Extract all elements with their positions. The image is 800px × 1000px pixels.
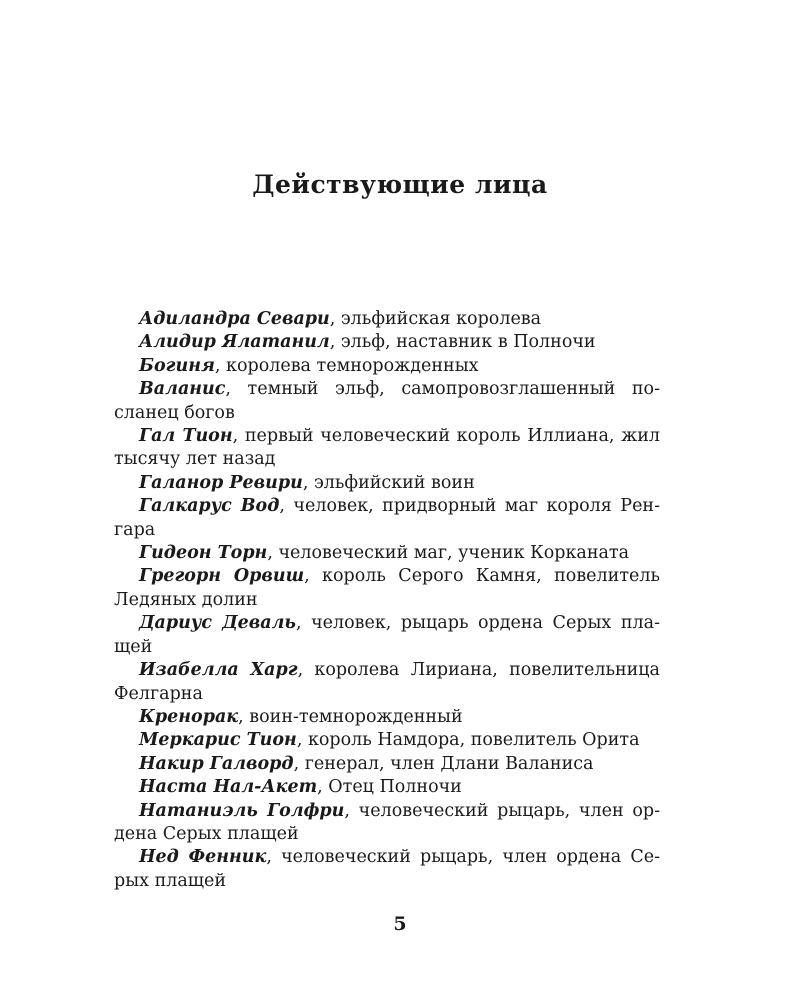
character-name: Наста Нал-Акет: [139, 777, 318, 798]
list-item: [114, 472, 660, 495]
list-item: [114, 565, 660, 612]
list-item: [114, 331, 660, 354]
list-item: [114, 846, 660, 893]
character-name: Валанис: [139, 379, 226, 400]
character-description: , эльф, наставник в Полночи: [329, 332, 596, 353]
character-name: Меркарис Тион: [139, 730, 297, 751]
character-description: , человек, рыцарь ордена Серых пла-щей: [114, 613, 660, 657]
character-name: Гидеон Торн: [139, 543, 268, 564]
list-item: [114, 729, 660, 752]
character-name: Грегорн Орвиш: [139, 566, 305, 587]
list-item: [114, 378, 660, 425]
character-name: Натаниэль Голфри: [139, 800, 345, 821]
character-description: , воин-темнорожденный: [238, 706, 463, 727]
character-name: Адиландра Севари: [139, 309, 330, 329]
character-description: , человеческий рыцарь, член ордена Се-рых плащей: [114, 847, 660, 891]
list-item: [114, 542, 660, 565]
character-description: , человеческий маг, ученик Корканата: [267, 543, 630, 564]
character-list: [114, 308, 660, 893]
character-name: Алидир Ялатанил: [139, 332, 330, 353]
page-title: Действующие лица: [252, 170, 548, 199]
list-item: [114, 753, 660, 776]
character-description: , человеческий рыцарь, член ор-дена Серых плащей: [114, 800, 660, 844]
character-description: , король Намдора, повелитель Орита: [296, 730, 640, 751]
character-description: , генерал, член Длани Валаниса: [293, 753, 594, 774]
character-description: , королева темнорожденных: [214, 355, 479, 376]
character-name: Изабелла Харг: [139, 660, 298, 681]
character-description: , эльфийская королева: [329, 309, 542, 329]
character-description: , темный эльф, самопровозглашенный по-сланец богов: [114, 379, 660, 423]
character-name: Гал Тион: [139, 426, 233, 447]
list-item: [114, 800, 660, 847]
list-item: [114, 355, 660, 378]
list-item: [114, 308, 660, 331]
list-item: [114, 425, 660, 472]
character-name: Галанор Ревири: [139, 472, 303, 493]
character-name: Дариус Деваль: [139, 613, 296, 634]
character-name: Нед Фенник: [139, 847, 267, 868]
character-name: Накир Галворд: [139, 753, 294, 774]
character-name: Богиня: [139, 355, 215, 376]
character-description: , королева Лириана, повелительница Фелгарна: [114, 660, 660, 704]
character-description: , человек, придворный маг короля Рен-гара: [114, 496, 661, 540]
character-name: Кренорак: [139, 706, 239, 727]
character-description: , первый человеческий король Иллиана, жил тысячу лет назад: [114, 426, 661, 470]
character-name: Галкарус Вод: [139, 496, 280, 517]
list-item: [114, 495, 660, 542]
character-description: , король Серого Камня, повелитель Ледяных долин: [114, 566, 660, 610]
character-description: , Отец Полночи: [317, 777, 462, 798]
list-item: [114, 776, 660, 799]
list-item: [114, 612, 660, 659]
list-item: [114, 706, 660, 729]
character-description: , эльфийский воин: [302, 472, 475, 493]
list-item: [114, 659, 660, 706]
page-number: 5: [393, 913, 407, 935]
